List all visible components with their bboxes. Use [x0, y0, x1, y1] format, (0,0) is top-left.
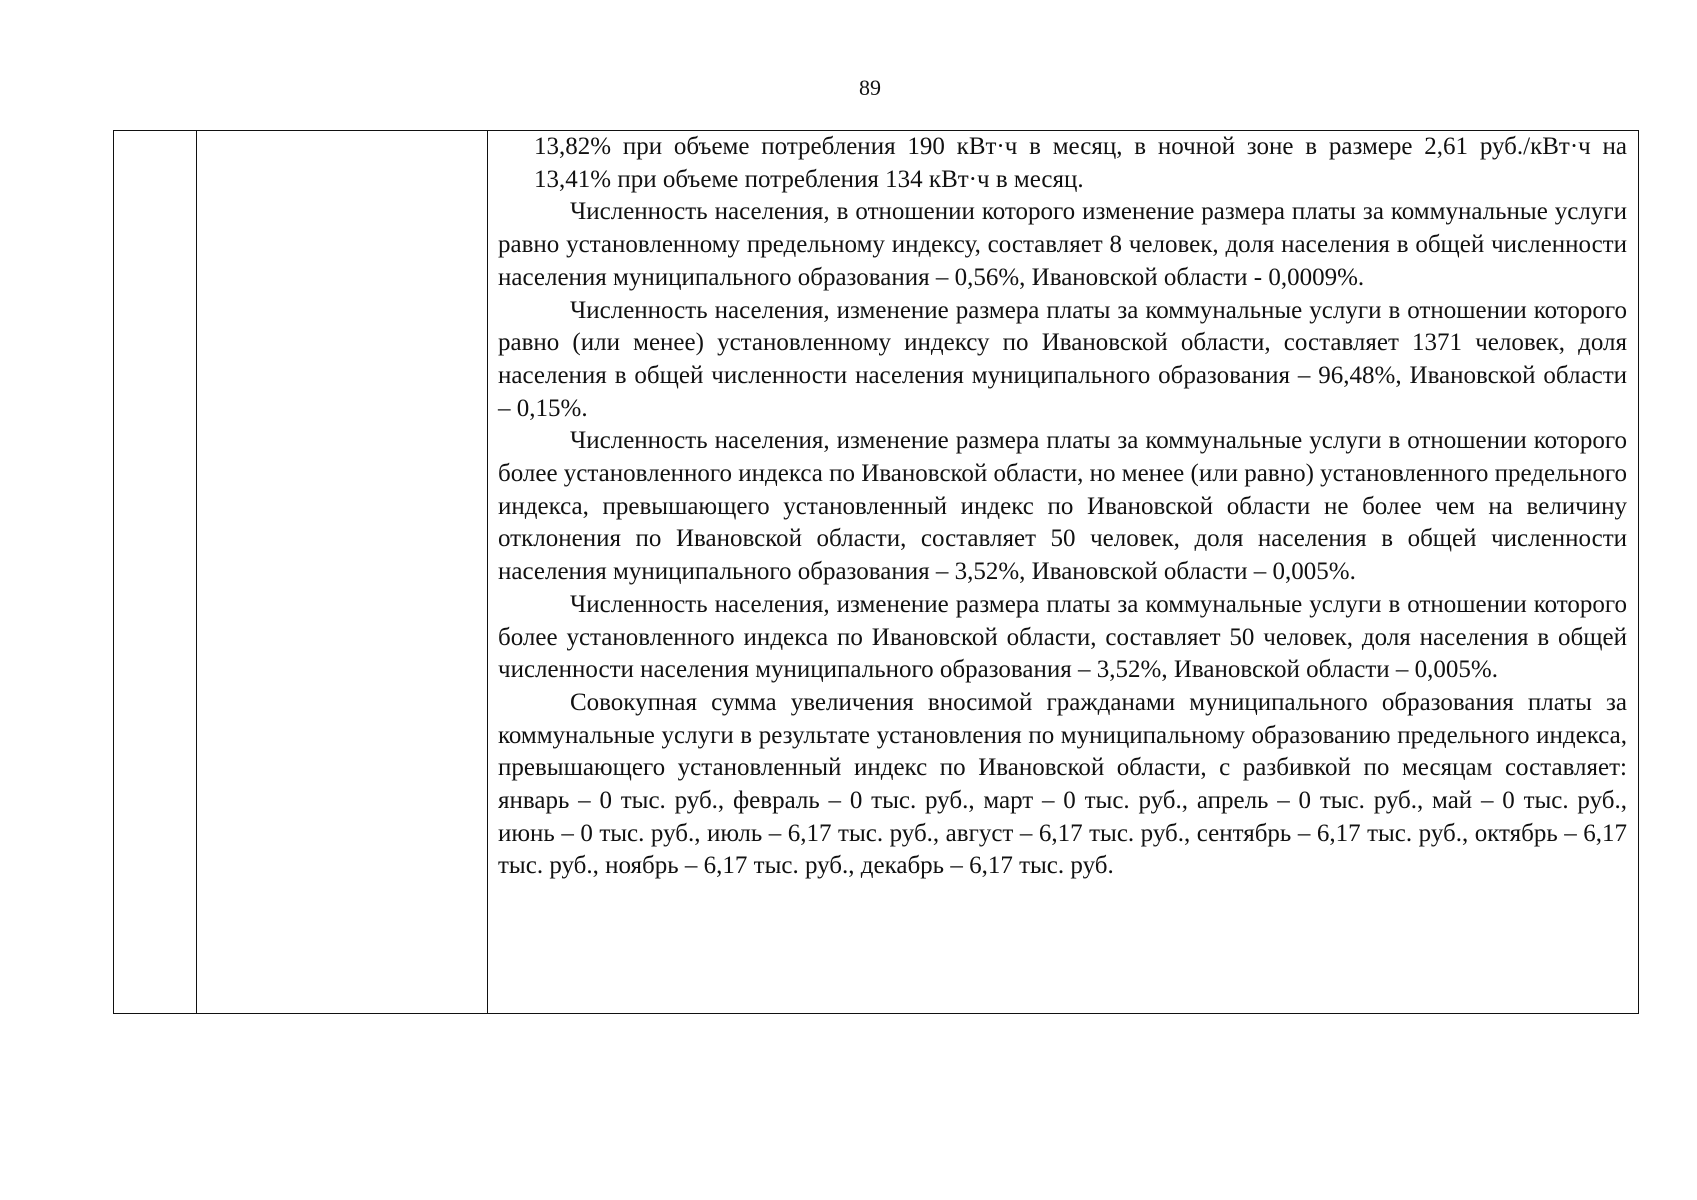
paragraph-population-above-index: Численность населения, изменение размера платы за коммунальные услуги в отношении которого более установленного индекса по Ивановской области, составляет 50 человек, доля населения в общей численности населения муниципального образования – 3,52%, Ивановской области – 0,005%.: [498, 590, 1627, 684]
paragraph-total-increase-by-month: Совокупная сумма увеличения вносимой гражданами муниципального образования платы за коммунальные услуги в результате установления по муниципальному образованию предельного индекса, превышающего установленный индекс по Ивановской области, с разбивкой по месяцам составляет: январь – 0 тыс. руб., февраль – 0 тыс. руб., март – 0 тыс. руб., апрель – 0 тыс. руб., май – 0 тыс. руб., июнь – 0 тыс. руб., июль – 6,17 тыс. руб., август – 6,17 тыс. руб., сентябрь – 6,17 тыс. руб., октябрь – 6,17 тыс. руб., ноябрь – 6,17 тыс. руб., декабрь – 6,17 тыс. руб.: [498, 688, 1627, 880]
column-divider-1: [196, 131, 197, 1013]
page-number: 89: [859, 75, 881, 100]
paragraph-population-equal-limit: Численность населения, в отношении которого изменение размера платы за коммунальные услуги равно установленному предельному индексу, составляет 8 человек, доля населения в общей численности населения муниципального образования – 0,56%, Ивановской области - 0,0009%.: [498, 198, 1627, 291]
paragraph-population-above-index-below-limit: Численность населения, изменение размера платы за коммунальные услуги в отношении которого более установленного индекса по Ивановской области, но менее (или равно) установленного предельного индекса, превышающего установленный индекс по Ивановской области не более чем на величину отклонения по Ивановской области, составляет 50 человек, доля населения в общей численности населения муниципального образования – 3,52%, Ивановской области – 0,005%.: [498, 427, 1627, 586]
document-table: [113, 130, 1639, 1014]
paragraph-continuation: 13,82% при объеме потребления 190 кВт·ч в месяц, в ночной зоне в размере 2,61 руб./кВт·ч на 13,41% при объеме потребления 134 кВт·ч в месяц.: [534, 133, 1627, 193]
paragraph-population-equal-or-less-index: Численность населения, изменение размера платы за коммунальные услуги в отношении которого равно (или менее) установленному индексу по Ивановской области, составляет 1371 человек, доля населения в общей численности населения муниципального образования – 96,48%, Ивановской области – 0,15%.: [498, 296, 1627, 422]
column-divider-2: [487, 131, 488, 1013]
table-text-cell: [498, 131, 1627, 883]
